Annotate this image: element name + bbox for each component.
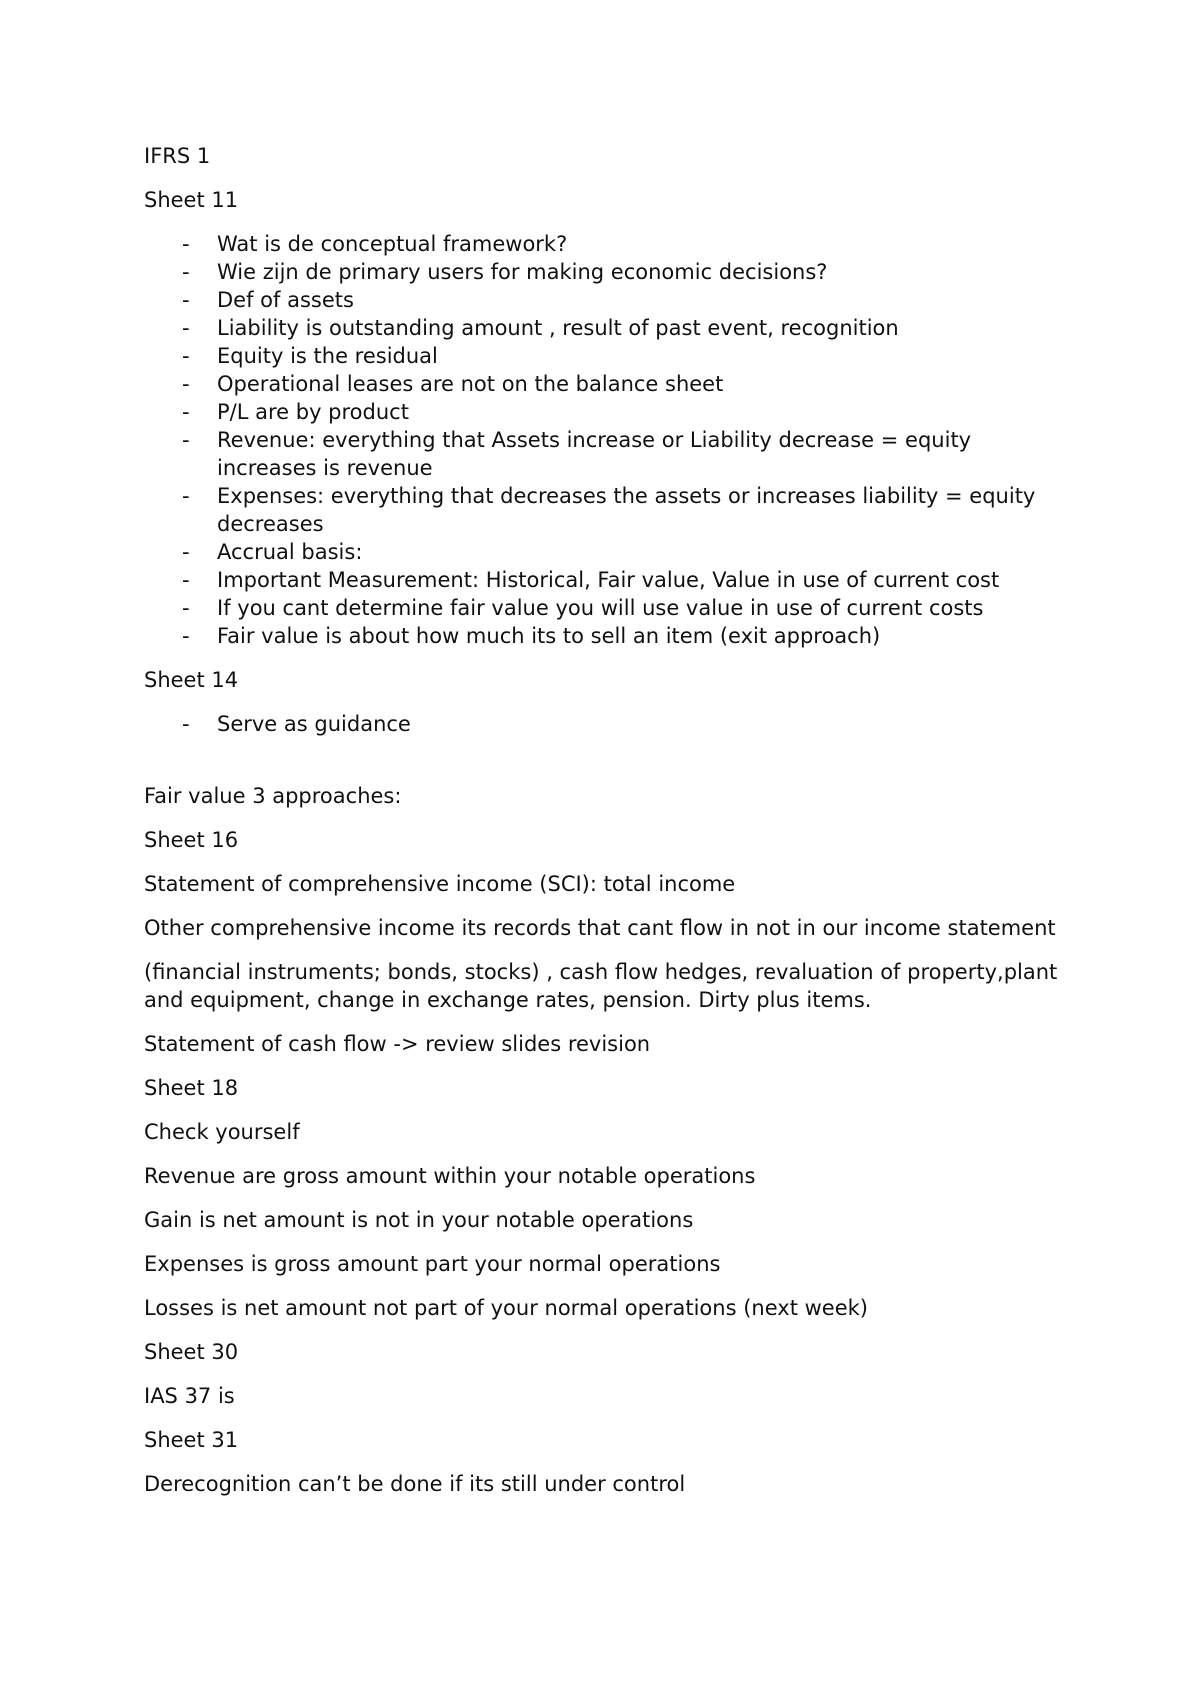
bullet-dash: - bbox=[182, 568, 190, 592]
bullet-dash: - bbox=[182, 316, 190, 340]
sheet-14-bullet-list bbox=[144, 710, 1074, 738]
paragraph: (financial instruments; bonds, stocks) , cash flow hedges, revaluation of property,plant and equipment, change in exchange rates, pension. Dirty plus items. bbox=[144, 960, 1058, 1012]
section-heading-sheet-16: Sheet 16 bbox=[144, 828, 239, 852]
paragraph: Other comprehensive income its records that cant flow in not in our income statement bbox=[144, 916, 1056, 940]
bullet-dash: - bbox=[182, 260, 190, 284]
list-item: - P/L are by product bbox=[182, 400, 409, 424]
list-item: - Liability is outstanding amount , result of past event, recognition bbox=[182, 316, 899, 340]
bullet-dash: - bbox=[182, 372, 190, 396]
paragraph: Losses is net amount not part of your normal operations (next week) bbox=[144, 1296, 868, 1320]
bullet-dash: - bbox=[182, 288, 190, 312]
bullet-dash: - bbox=[182, 596, 190, 620]
bullet-dash: - bbox=[182, 484, 190, 508]
paragraph: Check yourself bbox=[144, 1120, 300, 1144]
bullet-dash: - bbox=[182, 712, 190, 736]
list-item: - Important Measurement: Historical, Fair value, Value in use of current cost bbox=[182, 568, 1000, 592]
list-item: - If you cant determine fair value you will use value in use of current costs bbox=[182, 596, 984, 620]
paragraph: Derecognition can’t be done if its still under control bbox=[144, 1472, 686, 1496]
bullet-dash: - bbox=[182, 624, 190, 648]
section-heading-sheet-30: Sheet 30 bbox=[144, 1340, 239, 1364]
list-item: - Expenses: everything that decreases the assets or increases liability = equity decreases bbox=[182, 484, 1036, 536]
section-heading-sheet-11: Sheet 11 bbox=[144, 188, 239, 212]
list-item: - Accrual basis: bbox=[182, 540, 363, 564]
document-page bbox=[144, 142, 1074, 1514]
bullet-dash: - bbox=[182, 400, 190, 424]
bullet-dash: - bbox=[182, 540, 190, 564]
fair-value-approaches-line: Fair value 3 approaches: bbox=[144, 784, 402, 808]
sheet-11-bullet-list bbox=[144, 230, 1074, 650]
paragraph: Expenses is gross amount part your normal operations bbox=[144, 1252, 721, 1276]
section-heading-sheet-31: Sheet 31 bbox=[144, 1428, 239, 1452]
list-item: - Revenue: everything that Assets increase or Liability decrease = equity increases is revenue bbox=[182, 428, 972, 480]
section-heading-sheet-18: Sheet 18 bbox=[144, 1076, 239, 1100]
section-heading-sheet-14: Sheet 14 bbox=[144, 668, 239, 692]
paragraph: Gain is net amount is not in your notable operations bbox=[144, 1208, 694, 1232]
list-item: - Serve as guidance bbox=[182, 712, 411, 736]
list-item: - Wie zijn de primary users for making economic decisions? bbox=[182, 260, 828, 284]
document-title: IFRS 1 bbox=[144, 144, 211, 168]
paragraph: Statement of comprehensive income (SCI): total income bbox=[144, 872, 736, 896]
list-item: - Wat is de conceptual framework? bbox=[182, 232, 568, 256]
list-item: - Fair value is about how much its to sell an item (exit approach) bbox=[182, 624, 881, 648]
bullet-dash: - bbox=[182, 428, 190, 452]
bullet-dash: - bbox=[182, 232, 190, 256]
paragraph: Statement of cash flow -> review slides revision bbox=[144, 1032, 651, 1056]
blank-line bbox=[144, 754, 1074, 782]
list-item: - Equity is the residual bbox=[182, 344, 438, 368]
paragraph: Revenue are gross amount within your notable operations bbox=[144, 1164, 756, 1188]
paragraph: IAS 37 is bbox=[144, 1384, 235, 1408]
bullet-dash: - bbox=[182, 344, 190, 368]
list-item: - Def of assets bbox=[182, 288, 354, 312]
list-item: - Operational leases are not on the balance sheet bbox=[182, 372, 724, 396]
